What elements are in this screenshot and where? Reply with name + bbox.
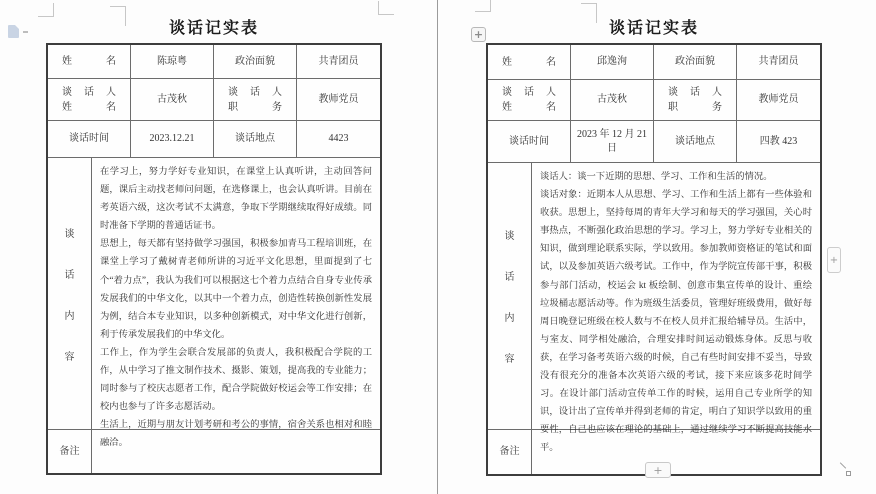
time-value-cell[interactable]: 2023 年 12 月 21 日	[571, 121, 654, 162]
name-label-cell[interactable]: 姓名	[48, 45, 131, 78]
place-value-cell[interactable]: 4423	[328, 133, 349, 144]
content-paragraph: 在学习上，努力学好专业知识，在课堂上认真听讲，主动回答问题，课后主动找老师问问题，在选修课上，也会认真听讲。目前在考英语六级，这次考试不太满意，争取下学期继续取得好成绩。同时准备下学期的普通话证书。	[100, 167, 372, 232]
content-paragraph: 思想上，每天都有坚持做学习强国，积极参加青马工程培训班，在课堂上学习了戴树青老师所讲的习近平文化思想，里面提到了七个“着力点”，我认为我们可以根据这七个着力点结合自身专业传承发展我们的中华文化，以其中一个着力点，创造性转换创新性发展为例，结合本专业知识，以多种创新模式，对中华文化进行创新，利于传承发展我们的中华文化。	[100, 239, 372, 340]
place-label-cell[interactable]: 谈话地点	[654, 121, 737, 162]
file-icon-caret	[23, 31, 28, 33]
table-resize-handle-icon[interactable]	[838, 462, 852, 478]
page-title[interactable]: 谈话记实表	[168, 20, 259, 37]
remark-label-cell[interactable]: 备注	[48, 430, 92, 473]
position-label-cell[interactable]: 谈话人 职务	[654, 80, 737, 120]
interviewer-value-cell[interactable]: 古茂秋	[131, 79, 214, 120]
remark-value-cell[interactable]	[532, 430, 820, 474]
political-label-cell[interactable]: 政治面貌	[214, 45, 297, 78]
interviewer-label-cell[interactable]: 谈话人 姓名	[48, 79, 131, 120]
content-text-cell[interactable]	[92, 158, 380, 449]
political-value-cell[interactable]: 共青团员	[318, 55, 359, 67]
insert-row-button[interactable]: +	[645, 462, 671, 478]
content-paragraph: 生活上，近期与朋友计划考研和考公的事情，宿舍关系也相对和睦融洽。	[100, 420, 372, 449]
resize-arrow-icon	[840, 462, 846, 468]
table-row-interviewer	[488, 80, 820, 121]
content-paragraph: 工作上，作为学生会联合发展部的负责人，我积极配合学院的工作，从中学习了推文制作技术、摄影、策划，提高我的专业能力；同时参与了校庆志愿者工作，配合学院做好校运会等工作安排；在校内也参与了许多志愿活动。	[100, 347, 372, 413]
table-row-name	[48, 45, 380, 79]
name-value-cell[interactable]: 陈琼粤	[131, 45, 214, 78]
content-paragraph: 谈话对象：近期本人从思想、学习、工作和生活上都有一些体验和收获。思想上，坚持每周的青年大学习和每天的学习强国，关心时事热点，不断强化政治思想的学习。学习上，努力学好专业相关的知识，做到理论联系实际，学以致用。参加教师资格证的笔试和面试，以及参加英语六级考试。工作中，作为学院宣传部干事，积极参与部门活动，校运会 kt 板绘制、创意市集宣传单的设计、重绘垃圾桶志愿活动等。作为班级生活委员，管理好班级费用，做好每周日晚登记班级在校人数与不在校人员并汇报给辅导员。生活中，与室友、同学相处融洽，合理安排时间运动锻炼身体。反思与收获，在学习备考英语六级的时候，自己有些时间安排不妥当，导致没有很充分的准备本次英语六级的考试，接下来应该多花时间学习。在设计部门活动宣传单工作的时候，运用自己专业所学的知识，设计出了宣传单并得到老师的肯定，明白了知识学以致用的重要性，自己也应该在理论的基础上，通过继续学习不断提高技能水平。	[540, 190, 812, 454]
page-2	[438, 0, 876, 494]
table-row-time-place	[488, 121, 820, 163]
table-move-handle-icon[interactable]: +	[471, 27, 486, 42]
position-value-cell[interactable]: 教师党员	[758, 94, 799, 105]
interviewer-label-cell[interactable]: 谈话人 姓名	[488, 80, 571, 120]
record-table	[46, 43, 382, 475]
name-label-cell[interactable]: 姓名	[488, 45, 571, 79]
table-row-interviewer	[48, 79, 380, 121]
resize-box-icon	[846, 471, 851, 476]
table-row-content	[48, 158, 380, 449]
remark-label-cell[interactable]: 备注	[488, 430, 532, 474]
content-label-cell[interactable]: 谈 话 内 容	[48, 158, 92, 429]
political-label-cell[interactable]: 政治面貌	[654, 45, 737, 79]
time-label-cell[interactable]: 谈话时间	[488, 121, 571, 162]
time-value-cell[interactable]: 2023.12.21	[131, 121, 214, 157]
content-label-cell[interactable]: 谈 话 内 容	[488, 163, 532, 429]
page-title[interactable]: 谈话记实表	[608, 20, 699, 37]
insert-column-button[interactable]: +	[827, 247, 841, 273]
record-table	[486, 43, 822, 476]
political-value-cell[interactable]: 共青团员	[758, 56, 799, 67]
margin-mark-icon	[475, 0, 491, 12]
table-row-name	[488, 45, 820, 80]
margin-mark-icon	[378, 1, 394, 15]
name-value-cell[interactable]: 邱逸洵	[571, 45, 654, 79]
position-value-cell[interactable]: 教师党员	[318, 93, 359, 105]
place-value-cell[interactable]: 四教 423	[759, 135, 798, 147]
content-text-cell[interactable]	[532, 163, 820, 454]
remark-value-cell[interactable]	[92, 430, 380, 473]
file-icon[interactable]	[8, 25, 19, 38]
content-paragraph: 谈话人：谈一下近期的思想、学习、工作和生活的情况。	[540, 172, 773, 182]
table-row-time-place	[48, 121, 380, 158]
position-label-cell[interactable]: 谈话人 职务	[214, 79, 297, 120]
table-row-remark	[48, 430, 380, 473]
interviewer-value-cell[interactable]: 古茂秋	[571, 80, 654, 120]
time-label-cell[interactable]: 谈话时间	[48, 121, 131, 157]
place-label-cell[interactable]: 谈话地点	[214, 121, 297, 157]
